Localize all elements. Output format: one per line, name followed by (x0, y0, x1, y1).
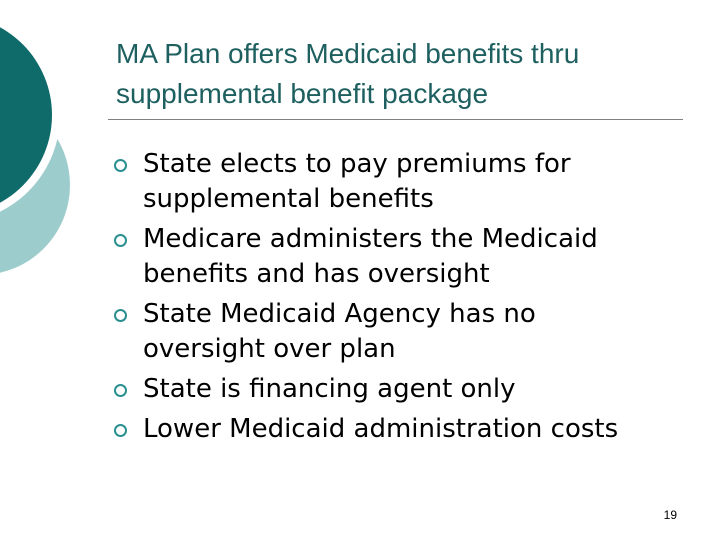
teal-circles-decoration (0, 0, 110, 300)
bullet-item (114, 412, 704, 447)
bullet-text (143, 147, 704, 217)
bullet-line: oversight over plan (143, 334, 396, 364)
bullet-line: State is financing agent only (143, 374, 516, 404)
bullet-item (114, 297, 704, 367)
bullet-item (114, 147, 704, 217)
hollow-circle-icon (114, 424, 127, 437)
hollow-circle-icon (114, 309, 127, 322)
bullet-line: State Medicaid Agency has no (143, 299, 536, 329)
title-divider (108, 119, 683, 120)
hollow-circle-icon (114, 384, 127, 397)
slide-title-line: supplemental benefit package (116, 78, 489, 109)
bullet-item (114, 222, 704, 292)
bullet-line: Lower Medicaid administration costs (143, 414, 619, 444)
bullet-line: supplemental benefits (143, 184, 434, 214)
hollow-circle-icon (114, 159, 127, 172)
bullet-list (114, 147, 704, 452)
page-number: 19 (663, 508, 677, 522)
bullet-text (143, 372, 704, 407)
bullet-line: State elects to pay premiums for (143, 149, 571, 179)
bullet-text (143, 412, 704, 447)
bullet-line: Medicare administers the Medicaid (143, 224, 598, 254)
bullet-text (143, 297, 704, 367)
slide-title-line: MA Plan offers Medicaid benefits thru (116, 38, 580, 69)
bullet-text (143, 222, 704, 292)
slide-title (116, 34, 696, 114)
bullet-line: benefits and has oversight (143, 259, 490, 289)
hollow-circle-icon (114, 234, 127, 247)
bullet-item (114, 372, 704, 407)
